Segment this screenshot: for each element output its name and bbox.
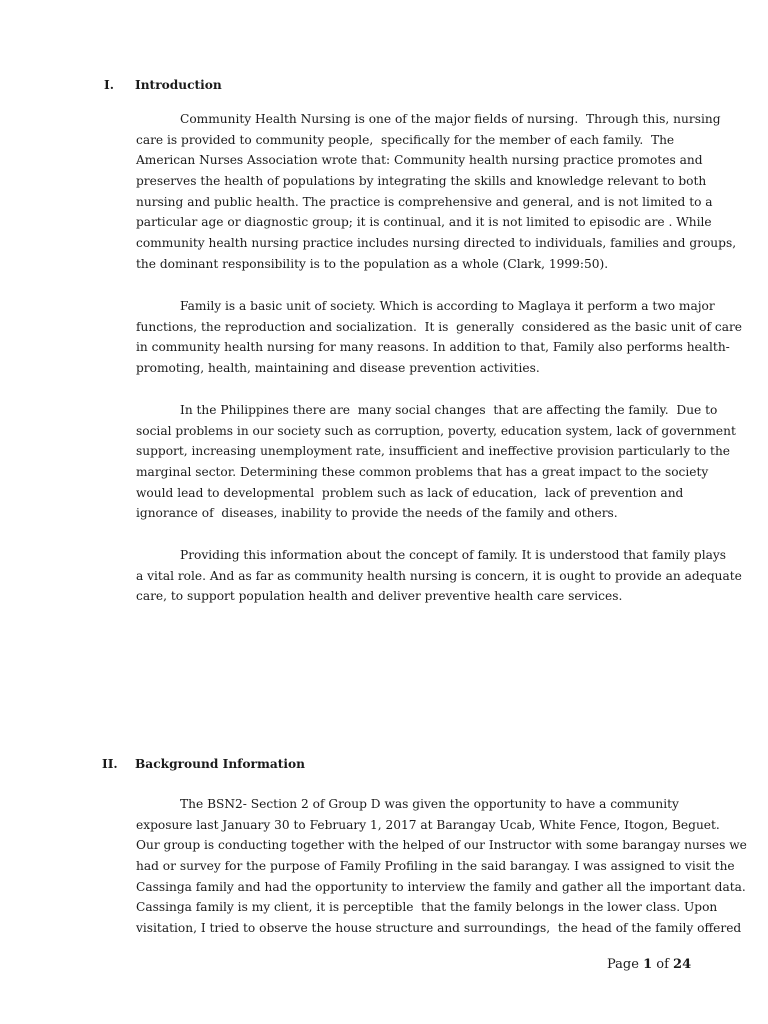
text-line: the dominant responsibility is to the population as a whole (Clark, 1999:50).	[136, 256, 609, 271]
text-line: in community health nursing for many reasons. In addition to that, Family also performs health-	[136, 340, 730, 355]
paragraph	[136, 545, 742, 607]
text-line: functions, the reproduction and socialization. It is generally considered as the basic unit of care	[136, 319, 742, 334]
section-number: I.	[104, 78, 114, 92]
text-line: American Nurses Association wrote that: Community health nursing practice promotes and	[136, 153, 703, 168]
text-line: exposure last January 30 to February 1, 2017 at Barangay Ucab, White Fence, Itogon, Beguet.	[136, 817, 720, 832]
text-line: would lead to developmental problem such as lack of education, lack of prevention and	[136, 485, 684, 500]
of-word: of	[656, 957, 669, 972]
text-line: nursing and public health. The practice is comprehensive and general, and is not limited to a	[136, 194, 713, 209]
current-page: 1	[643, 957, 653, 972]
text-line: Providing this information about the concept of family. It is understood that family plays	[180, 548, 727, 562]
total-pages: 24	[673, 957, 692, 972]
text-line: social problems in our society such as corruption, poverty, education system, lack of government	[136, 423, 736, 438]
section-number: II.	[102, 757, 118, 771]
paragraph	[136, 400, 736, 524]
text-line: a vital role. And as far as community health nursing is concern, it is ought to provide an adequate	[136, 568, 742, 583]
paragraph	[136, 794, 747, 939]
page-word: Page	[607, 957, 639, 972]
section-heading-background-information	[102, 756, 305, 772]
text-line: preserves the health of populations by integrating the skills and knowledge relevant to both	[136, 174, 707, 189]
text-line: care is provided to community people, specifically for the member of each family. The	[136, 132, 675, 147]
text-line: marginal sector. Determining these common problems that has a great impact to the society	[136, 465, 709, 480]
text-line: care, to support population health and deliver preventive health care services.	[136, 589, 623, 604]
paragraph	[136, 296, 742, 379]
text-line: particular age or diagnostic group; it is continual, and it is not limited to episodic are . While	[136, 215, 712, 230]
page-number-footer	[607, 957, 691, 973]
text-line: visitation, I tried to observe the house structure and surroundings, the head of the family offered	[136, 921, 742, 936]
section-title: Introduction	[135, 78, 222, 92]
text-line: In the Philippines there are many social changes that are affecting the family. Due to	[180, 403, 718, 417]
text-line: Community Health Nursing is one of the major fields of nursing. Through this, nursing	[180, 112, 721, 126]
text-line: Family is a basic unit of society. Which is according to Maglaya it perform a two major	[180, 299, 715, 313]
text-line: ignorance of diseases, inability to provide the needs of the family and others.	[136, 506, 618, 521]
text-line: The BSN2- Section 2 of Group D was given the opportunity to have a community	[180, 797, 679, 811]
text-line: Our group is conducting together with the helped of our Instructor with some barangay nurses we	[136, 838, 747, 853]
text-line: had or survey for the purpose of Family Profiling in the said barangay. I was assigned to visit the	[136, 859, 735, 874]
paragraph	[136, 109, 737, 275]
text-line: Cassinga family and had the opportunity to interview the family and gather all the important data.	[136, 879, 746, 894]
text-line: support, increasing unemployment rate, insufficient and ineffective provision particularly to the	[136, 444, 731, 459]
section-heading-introduction	[104, 77, 222, 93]
text-line: promoting, health, maintaining and disease prevention activities.	[136, 361, 540, 376]
text-line: Cassinga family is my client, it is perceptible that the family belongs in the lower class. Upon	[136, 900, 718, 915]
text-line: community health nursing practice includes nursing directed to individuals, families and groups,	[136, 236, 737, 251]
section-title: Background Information	[135, 757, 306, 771]
